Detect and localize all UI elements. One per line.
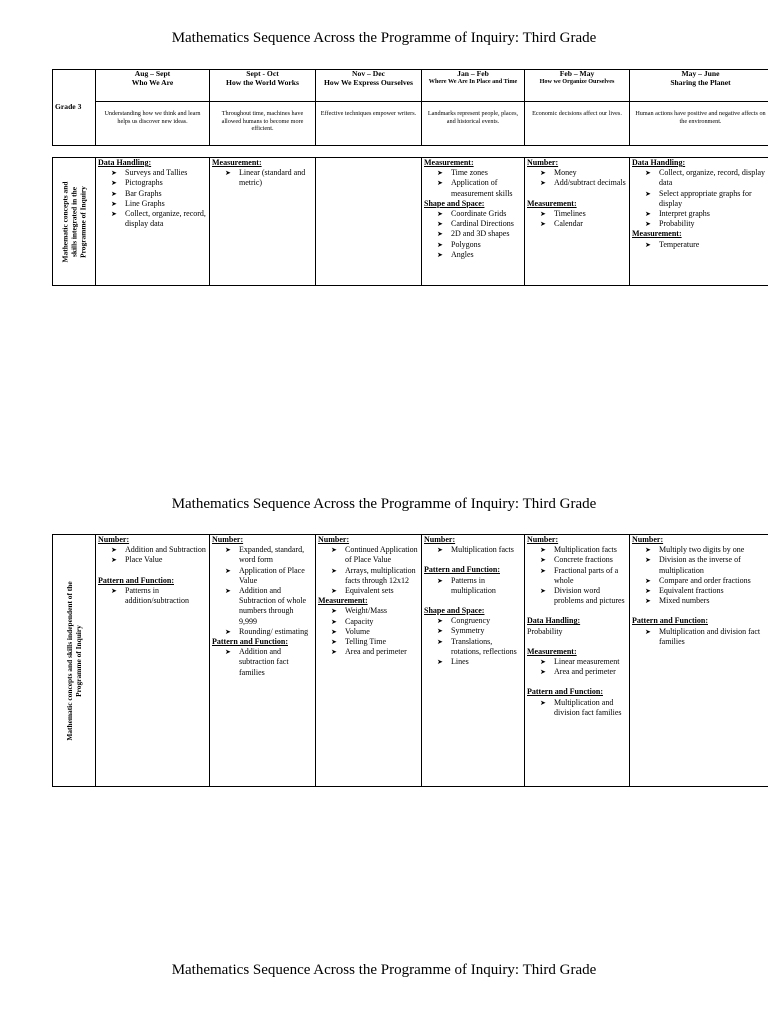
bullet-item: ➤ Surveys and Tallies xyxy=(111,168,207,178)
bullet-item: ➤ Coordinate Grids xyxy=(437,209,522,219)
column-header: Nov – Dec How We Express Ourselves xyxy=(316,70,422,102)
independent-cell xyxy=(210,535,316,787)
section-heading: Pattern and Function: xyxy=(212,637,288,647)
bullet-item: ➤ Pictographs xyxy=(111,178,207,188)
section-heading: Measurement: xyxy=(424,158,474,167)
integrated-cell xyxy=(96,158,210,286)
bullet-item: ➤ Volume xyxy=(331,627,419,637)
central-idea: Human actions have positive and negative affects on the environment. xyxy=(630,102,768,146)
bullet-item: ➤ Division as the inverse of multiplication xyxy=(645,555,768,575)
bullet-item: ➤ Compare and order fractions xyxy=(645,576,768,586)
bullet-list xyxy=(632,627,768,647)
integrated-cell xyxy=(316,158,422,286)
bullet-item: ➤ Lines xyxy=(437,657,522,667)
bullet-item: ➤ Weight/Mass xyxy=(331,606,419,616)
bullet-item: ➤ Interpret graphs xyxy=(645,209,768,219)
bullet-list xyxy=(527,657,627,677)
section-heading: Measurement: xyxy=(527,198,577,208)
bullet-item: ➤ Temperature xyxy=(645,240,768,250)
independent-cell xyxy=(525,535,630,787)
section-heading: Number: xyxy=(632,535,664,544)
bullet-item: ➤ Addition and Subtraction of whole numbers through 9,999 xyxy=(225,586,313,627)
independent-cell xyxy=(316,535,422,787)
integrated-cell xyxy=(210,158,316,286)
bullet-item: ➤ Polygons xyxy=(437,240,522,250)
bullet-item: ➤ Add/subtract decimals xyxy=(540,178,627,188)
header-table xyxy=(52,69,768,146)
bullet-item: ➤ Fractional parts of a whole xyxy=(540,566,627,586)
integrated-table xyxy=(52,157,768,286)
bullet-item: ➤ Timelines xyxy=(540,209,627,219)
bullet-list xyxy=(632,545,768,606)
bullet-item: ➤ 2D and 3D shapes xyxy=(437,229,522,239)
independent-side-label: Mathematic concepts and skills independent of the Programme of Inquiry xyxy=(53,535,96,787)
section-heading: Pattern and Function: xyxy=(527,687,603,697)
bullet-item: ➤ Bar Graphs xyxy=(111,189,207,199)
integrated-side-label: Mathematic concepts and skills integrated in the Programme of Inquiry xyxy=(53,158,96,286)
section-heading: Data Handling: xyxy=(98,158,152,167)
section-heading: Number: xyxy=(98,535,130,544)
central-idea: Effective techniques empower writers. xyxy=(316,102,422,146)
bullet-item: ➤ Concrete fractions xyxy=(540,555,627,565)
bullet-list xyxy=(527,545,627,606)
bullet-list xyxy=(424,168,522,199)
bullet-item: ➤ Capacity xyxy=(331,617,419,627)
section-heading: Shape and Space: xyxy=(424,606,485,616)
bullet-item: ➤ Multiply two digits by one xyxy=(645,545,768,555)
independent-cell xyxy=(630,535,768,787)
central-idea: Economic decisions affect our lives. xyxy=(525,102,630,146)
bullet-item: ➤ Angles xyxy=(437,250,522,260)
bullet-list xyxy=(527,209,627,229)
bullet-list xyxy=(632,240,768,250)
independent-table xyxy=(52,534,768,787)
column-header: Feb – May How we Organize Ourselves xyxy=(525,70,630,102)
bullet-list xyxy=(632,168,768,229)
column-header: Sept - Oct How the World Works xyxy=(210,70,316,102)
section-heading: Number: xyxy=(527,535,559,544)
section-heading: Measurement: xyxy=(318,596,368,606)
section-heading: Number: xyxy=(318,535,350,544)
central-idea: Landmarks represent people, places, and historical events. xyxy=(422,102,525,146)
bullet-item: ➤ Cardinal Directions xyxy=(437,219,522,229)
bullet-item: ➤ Application of Place Value xyxy=(225,566,313,586)
column-header: Aug – Sept Who We Are xyxy=(96,70,210,102)
central-idea: Understanding how we think and learn helps us discover new ideas. xyxy=(96,102,210,146)
bullet-list xyxy=(212,168,313,188)
bullet-item: ➤ Mixed numbers xyxy=(645,596,768,606)
bullet-list xyxy=(424,576,522,596)
integrated-cell xyxy=(525,158,630,286)
section-heading: Number: xyxy=(424,535,456,544)
column-header: May – June Sharing the Planet xyxy=(630,70,768,102)
bullet-item: ➤ Continued Application of Place Value xyxy=(331,545,419,565)
bullet-item: ➤ Calendar xyxy=(540,219,627,229)
bullet-item: ➤ Time zones xyxy=(437,168,522,178)
bullet-item: ➤ Equivalent fractions xyxy=(645,586,768,596)
independent-cell xyxy=(96,535,210,787)
central-idea: Throughout time, machines have allowed humans to become more efficient. xyxy=(210,102,316,146)
section-heading: Measurement: xyxy=(632,229,682,239)
bullet-item: ➤ Translations, rotations, reflections xyxy=(437,637,522,657)
grade-label: Grade 3 xyxy=(53,70,96,146)
section-heading: Measurement: xyxy=(527,646,577,656)
bullet-item: ➤ Patterns in addition/subtraction xyxy=(111,586,207,606)
section-heading: Measurement: xyxy=(212,158,262,167)
bullet-list xyxy=(98,586,207,606)
section-heading: Data Handling: xyxy=(527,616,581,626)
integrated-cell xyxy=(422,158,525,286)
bullet-item: ➤ Multiplication and division fact families xyxy=(645,627,768,647)
bullet-list xyxy=(98,545,207,565)
section-heading: Pattern and Function: xyxy=(98,575,174,585)
section-heading: Data Handling: xyxy=(632,158,686,167)
bullet-item: ➤ Division word problems and pictures xyxy=(540,586,627,606)
bullet-item: ➤ Area and perimeter xyxy=(540,667,627,677)
bullet-item: ➤ Line Graphs xyxy=(111,199,207,209)
bullet-item: ➤ Place Value xyxy=(111,555,207,565)
bullet-list xyxy=(424,545,522,555)
bullet-list xyxy=(527,168,627,188)
section-heading: Pattern and Function: xyxy=(632,616,708,626)
bullet-item: ➤ Arrays, multiplication facts through 12x12 xyxy=(331,566,419,586)
bullet-list xyxy=(212,545,313,637)
bullet-item: ➤ Select appropriate graphs for display xyxy=(645,189,768,209)
bullet-item: ➤ Rounding/ estimating xyxy=(225,627,313,637)
page-title-2: Mathematics Sequence Across the Programme of Inquiry: Third Grade xyxy=(171,496,597,512)
independent-cell xyxy=(422,535,525,787)
bullet-list xyxy=(424,209,522,260)
section-text: Probability xyxy=(527,626,563,636)
bullet-list xyxy=(318,545,419,596)
column-header: Jan – Feb Where We Are In Place and Time xyxy=(422,70,525,102)
bullet-list xyxy=(318,606,419,657)
bullet-item: ➤ Symmetry xyxy=(437,626,522,636)
section-heading: Number: xyxy=(212,535,244,544)
bullet-item: ➤ Multiplication facts xyxy=(540,545,627,555)
section-heading: Pattern and Function: xyxy=(424,565,500,575)
bullet-item: ➤ Money xyxy=(540,168,627,178)
bullet-item: ➤ Addition and subtraction fact families xyxy=(225,647,313,678)
bullet-item: ➤ Multiplication facts xyxy=(437,545,522,555)
bullet-item: ➤ Telling Time xyxy=(331,637,419,647)
bullet-item: ➤ Linear measurement xyxy=(540,657,627,667)
bullet-item: ➤ Addition and Subtraction xyxy=(111,545,207,555)
bullet-item: ➤ Collect, organize, record, display data xyxy=(645,168,768,188)
bullet-item: ➤ Collect, organize, record, display data xyxy=(111,209,207,229)
section-heading: Number: xyxy=(527,158,559,167)
bullet-list xyxy=(98,168,207,229)
bullet-item: ➤ Equivalent sets xyxy=(331,586,419,596)
bullet-item: ➤ Area and perimeter xyxy=(331,647,419,657)
bullet-item: ➤ Expanded, standard, word form xyxy=(225,545,313,565)
bullet-item: ➤ Multiplication and division fact families xyxy=(540,698,627,718)
bullet-item: ➤ Linear (standard and metric) xyxy=(225,168,313,188)
bullet-item: ➤ Congruency xyxy=(437,616,522,626)
bullet-list xyxy=(424,616,522,667)
bullet-item: ➤ Probability xyxy=(645,219,768,229)
bullet-list xyxy=(527,698,627,718)
page-title: Mathematics Sequence Across the Programme of Inquiry: Third Grade xyxy=(171,30,597,46)
bullet-list xyxy=(212,647,313,678)
page-title-3: Mathematics Sequence Across the Programme of Inquiry: Third Grade xyxy=(171,962,597,978)
bullet-item: ➤ Application of measurement skills xyxy=(437,178,522,198)
bullet-item: ➤ Patterns in multiplication xyxy=(437,576,522,596)
section-heading: Shape and Space: xyxy=(424,198,485,208)
integrated-cell xyxy=(630,158,768,286)
